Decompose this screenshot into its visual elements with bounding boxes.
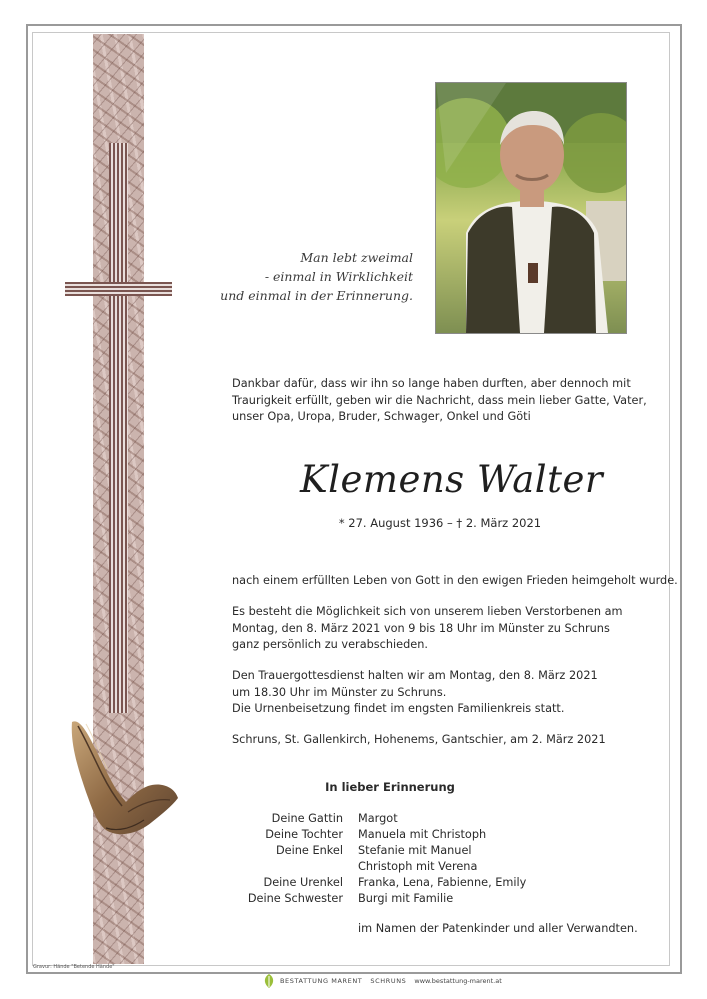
relative-row: [210, 811, 526, 827]
text-line: Schruns, St. Gallenkirch, Hohenems, Gantschier, am 2. März 2021: [232, 733, 606, 746]
relative-role: Deine Urenkel: [263, 876, 343, 889]
quote: [173, 248, 413, 305]
cross-beam: [65, 282, 172, 296]
relative-role: Deine Tochter: [265, 828, 343, 841]
text-line: ganz persönlich zu verabschieden.: [232, 638, 429, 651]
relative-row: [210, 827, 526, 843]
portrait-photo: [435, 82, 627, 334]
relative-role: [210, 859, 343, 875]
relative-role: Deine Schwester: [247, 892, 343, 905]
quote-line: und einmal in der Erinnerung.: [220, 288, 413, 303]
body-paragraph-2: [232, 604, 623, 654]
relative-names: Manuela mit Christoph: [358, 828, 487, 841]
text-line: Die Urnenbeisetzung findet im engsten Familienkreis statt.: [232, 702, 565, 715]
relatives-list: [210, 811, 526, 907]
relative-row: [210, 891, 526, 907]
relative-row: [210, 859, 526, 875]
image-credit: Gravur: Hände "Betende Hände": [33, 964, 115, 970]
body-paragraph-1: [232, 573, 678, 590]
leaf-logo-icon: [262, 973, 276, 989]
relative-role: Deine Enkel: [275, 844, 343, 857]
text-line: Traurigkeit erfüllt, geben wir die Nachricht, dass mein lieber Gatte, Vater,: [232, 393, 647, 407]
praying-hands-icon: [66, 716, 180, 840]
footer-url[interactable]: www.bestattung-marent.at: [414, 977, 502, 985]
text-line: nach einem erfüllten Leben von Gott in den ewigen Frieden heimgeholt wurde.: [232, 574, 678, 587]
cross-icon: [109, 143, 128, 713]
life-dates: * 27. August 1936 – † 2. März 2021: [338, 516, 542, 530]
text-line: unser Opa, Uropa, Bruder, Schwager, Onkel und Göti: [232, 410, 531, 423]
relative-names: Burgi mit Familie: [358, 892, 454, 905]
text-line: Es besteht die Möglichkeit sich von unserem lieben Verstorbenen am: [232, 605, 623, 618]
footer: [262, 972, 502, 990]
memory-title: In lieber Erinnerung: [325, 780, 455, 794]
deceased-name: Klemens Walter: [300, 458, 604, 501]
text-line: Dankbar dafür, dass wir ihn so lange haben durften, aber dennoch mit: [232, 377, 631, 390]
footer-city: SCHRUNS: [370, 977, 407, 985]
relative-names: Franka, Lena, Fabienne, Emily: [358, 876, 527, 889]
relative-names: Margot: [358, 812, 398, 825]
text-line: Den Trauergottesdienst halten wir am Montag, den 8. März 2021: [232, 669, 598, 682]
closing-line: im Namen der Patenkinder und aller Verwandten.: [358, 922, 638, 935]
relative-names: Christoph mit Verena: [358, 860, 478, 873]
quote-line: - einmal in Wirklichkeit: [264, 269, 413, 284]
relative-names: Stefanie mit Manuel: [358, 844, 472, 857]
body-paragraph-4: [232, 732, 606, 749]
quote-line: Man lebt zweimal: [300, 250, 413, 265]
relative-row: [210, 875, 526, 891]
intro-paragraph: [232, 376, 647, 426]
relative-role: Deine Gattin: [271, 812, 343, 825]
text-line: um 18.30 Uhr im Münster zu Schruns.: [232, 685, 447, 699]
relative-row: [210, 843, 526, 859]
body-paragraph-3: [232, 668, 598, 718]
text-line: Montag, den 8. März 2021 von 9 bis 18 Uhr im Münster zu Schruns: [232, 621, 610, 635]
footer-brand: BESTATTUNG MARENT: [280, 977, 363, 985]
